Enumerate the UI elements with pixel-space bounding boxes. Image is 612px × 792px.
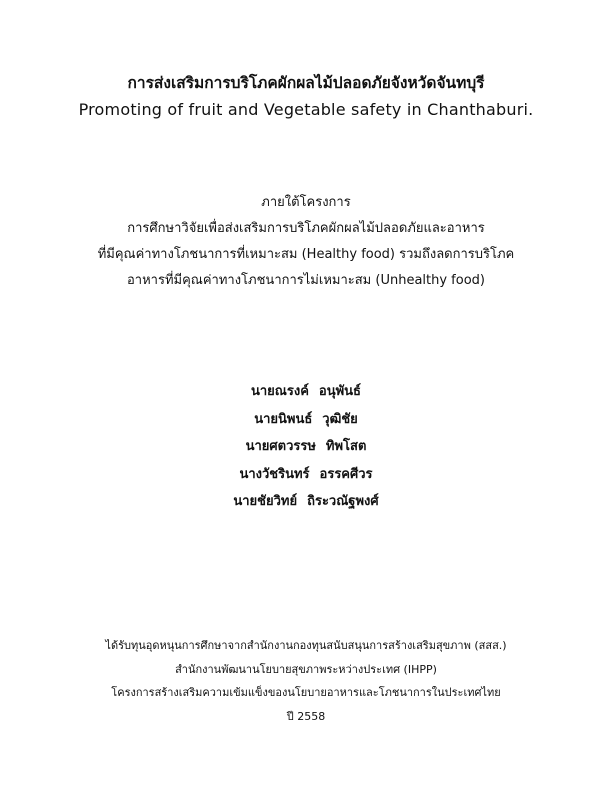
thai-title: การส่งเสริมการบริโภคผักผลไม้ปลอดภัยจังหวัดจันทบุรี: [127, 74, 485, 92]
funding-block: [40, 634, 572, 728]
author-last-name: ถิระวณัฐพงศ์: [307, 494, 379, 509]
author-first-name: นายศตวรรษ: [245, 439, 316, 454]
author-name: [40, 378, 572, 406]
author-first-name: นายนิพนธ์: [254, 411, 313, 427]
project-line: ที่มีคุณค่าทางโภชนาการที่เหมาะสม (Healthy food) รวมถึงลดการบริโภค: [97, 247, 515, 262]
project-line: อาหารที่มีคุณค่าทางโภชนาการไม่เหมาะสม (Unhealthy food): [126, 273, 485, 288]
author-first-name: นางวัชรินทร์: [239, 466, 310, 482]
author-name: [40, 406, 572, 434]
english-title: Promoting of fruit and Vegetable safety in Chanthaburi.: [78, 100, 534, 119]
funding-line: โครงการสร้างเสริมความเข้มแข็งของนโยบายอาหารและโภชนาการในประเทศไทย: [111, 686, 501, 699]
publication-year: ปี 2558: [286, 709, 326, 723]
project-block: [40, 190, 572, 294]
project-line: การศึกษาวิจัยเพื่อส่งเสริมการบริโภคผักผลไม้ปลอดภัยและอาหาร: [127, 221, 485, 236]
funding-line: ได้รับทุนอุดหนุนการศึกษาจากสำนักงานกองทุนสนับสนุนการสร้างเสริมสุขภาพ (สสส.): [105, 639, 507, 652]
funding-line: สำนักงานพัฒนานโยบายสุขภาพระหว่างประเทศ (IHPP): [175, 662, 437, 676]
author-first-name: นายชัยวิทย์: [233, 494, 298, 509]
author-last-name: อนุพันธ์: [318, 384, 361, 399]
author-first-name: นายณรงค์: [251, 384, 309, 399]
project-heading: ภายใต้โครงการ: [261, 195, 351, 210]
author-last-name: อรรคศีวร: [319, 466, 373, 482]
author-name: [40, 488, 572, 516]
author-last-name: วุฒิชัย: [322, 411, 358, 427]
authors-list: [40, 378, 572, 516]
author-name: [40, 461, 572, 489]
author-last-name: ทิพโสต: [325, 439, 367, 454]
author-name: [40, 433, 572, 461]
title-block: [40, 68, 572, 122]
